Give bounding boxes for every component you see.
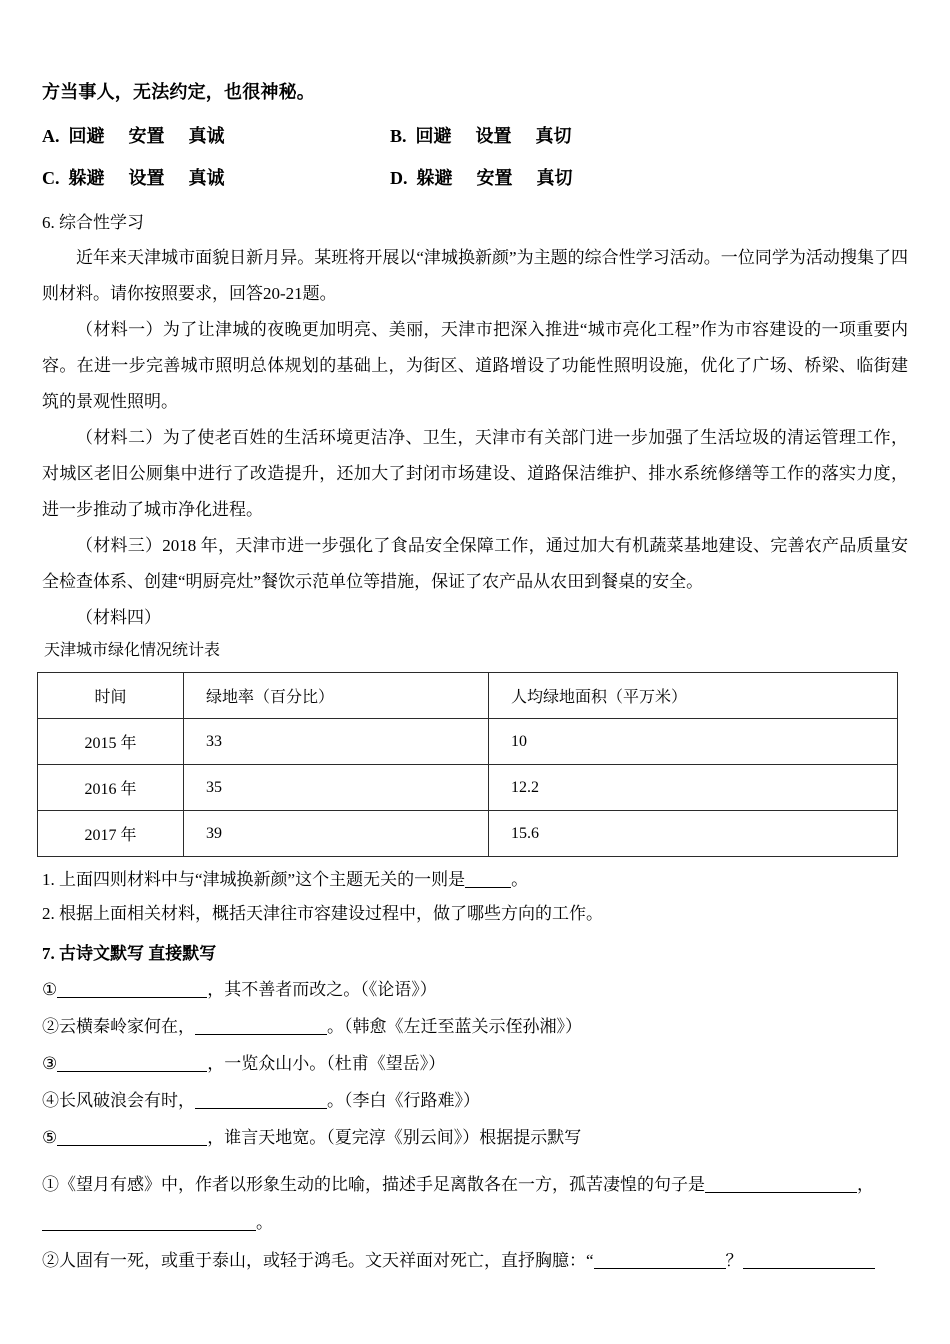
subquestion-1: [42, 863, 908, 897]
subquestion-2-text: 根据上面相关材料，概括天津往市容建设过程中，做了哪些方向的工作。: [59, 904, 603, 923]
material-3: （材料三）2018 年，天津市进一步强化了食品安全保障工作，通过加大有机蔬菜基地建设、完善农产品质量安全检查体系、创建“明厨亮灶”餐饮示范单位等措施，保证了农产品从农田到餐桌的安全。: [42, 536, 908, 591]
cell-green-rate: 39: [184, 811, 489, 857]
prompted-item-1-before: 《望月有感》中，作者以形象生动的比喻，描述手足离散各在一方，孤苦凄惶的句子是: [59, 1175, 705, 1194]
option-C-word-1: 躲避: [68, 168, 105, 188]
question5-options-row-1: [42, 122, 908, 148]
recite-item-1-text: ，其不善者而改之。（《论语》）: [207, 980, 437, 999]
recite-item-3-mark: ③: [42, 1054, 58, 1073]
subquestion-1-text-end: 。: [511, 870, 529, 889]
option-C-letter: C.: [42, 168, 60, 188]
option-D-word-1: 躲避: [416, 168, 453, 188]
answer-blank[interactable]: [160, 1230, 256, 1231]
question7-heading: [42, 937, 908, 971]
table-caption: 天津城市绿化情况统计表: [44, 642, 221, 659]
answer-blank[interactable]: [743, 1268, 875, 1269]
cell-green-rate: 35: [184, 765, 489, 811]
table-row: [38, 811, 898, 857]
recite-item-5: [42, 1119, 908, 1156]
prompted-item-1-after: 。: [256, 1213, 273, 1232]
cell-per-capita: 10: [489, 719, 898, 765]
cell-per-capita: 12.2: [489, 765, 898, 811]
option-D-word-3: 真切: [536, 168, 573, 188]
question7-number: 7.: [42, 944, 55, 963]
option-D[interactable]: [390, 164, 573, 190]
answer-blank[interactable]: [705, 1192, 857, 1193]
answer-blank[interactable]: [42, 1230, 160, 1231]
subquestion-2: [42, 897, 908, 931]
question6-number: 6.: [42, 213, 55, 232]
recite-item-5-mark: ⑤: [42, 1128, 58, 1147]
recite-item-4-before: 长风破浪会有时，: [59, 1091, 195, 1110]
table-header-time: 时间: [38, 673, 184, 719]
option-A-word-1: 回避: [68, 126, 105, 146]
cell-year: 2016 年: [38, 765, 184, 811]
prompted-item-2-mid: ？: [725, 1251, 743, 1270]
prompted-item-2: [42, 1242, 908, 1280]
option-D-word-2: 安置: [476, 168, 513, 188]
answer-blank[interactable]: [57, 1145, 207, 1146]
question6-intro: 近年来天津城市面貌日新月异。某班将开展以“津城换新颜”为主题的综合性学习活动。一位同学为活动搜集了四则材料。请你按照要求，回答20-21题。: [42, 248, 908, 303]
cell-year: 2015 年: [38, 719, 184, 765]
question6-heading: [42, 206, 908, 240]
option-C-word-3: 真诚: [188, 168, 225, 188]
material-1: （材料一）为了让津城的夜晚更加明亮、美丽，天津市把深入推进“城市亮化工程”作为市容建设的一项重要内容。在进一步完善城市照明总体规划的基础上，为街区、道路增设了功能性照明设施，优化了广场、桥梁、临街建筑的景观性照明。: [42, 320, 908, 411]
option-C-word-2: 设置: [128, 168, 165, 188]
recite-item-2-before: 云横秦岭家何在，: [59, 1017, 195, 1036]
prompted-item-1-mid: ，: [857, 1175, 874, 1194]
recite-item-2-text: 。（韩愈《左迁至蓝关示侄孙湘》）: [327, 1017, 582, 1036]
material-2: （材料二）为了使老百姓的生活环境更洁净、卫生，天津市有关部门进一步加强了生活垃圾的清运管理工作，对城区老旧公厕集中进行了改造提升，还加大了封闭市场建设、道路保洁维护、排水系统修缮等工作的落实力度，进一步推动了城市净化进程。: [42, 428, 908, 519]
option-B-letter: B.: [390, 126, 407, 146]
table-header-per-capita: 人均绿地面积（平万米）: [489, 673, 898, 719]
page-content: [42, 78, 908, 1280]
option-C[interactable]: [42, 164, 390, 190]
question5-stem-tail: 方当事人，无法约定，也很神秘。: [42, 82, 315, 102]
cell-year: 2017 年: [38, 811, 184, 857]
option-B-word-3: 真切: [535, 126, 572, 146]
table-row: [38, 765, 898, 811]
recite-item-5-text: ，谁言天地宽。（夏完淳《别云间》）根据提示默写: [207, 1128, 582, 1147]
answer-blank[interactable]: [465, 887, 511, 888]
prompted-item-2-before: 人固有一死，或重于泰山，或轻于鸿毛。文天祥面对死亡，直抒胸臆：“: [59, 1251, 594, 1270]
subquestion-1-number: 1.: [42, 870, 55, 889]
recite-item-2: [42, 1008, 908, 1045]
answer-blank[interactable]: [57, 1071, 207, 1072]
answer-blank[interactable]: [57, 997, 207, 998]
answer-blank[interactable]: [594, 1268, 726, 1269]
recite-item-4-text: 。（李白《行路难》）: [327, 1091, 480, 1110]
recite-item-3-text: ，一览众山小。（杜甫《望岳》）: [207, 1054, 446, 1073]
subquestion-2-number: 2.: [42, 904, 55, 923]
table-row: [38, 719, 898, 765]
recite-item-1: [42, 971, 908, 1008]
option-A-word-2: 安置: [128, 126, 165, 146]
prompted-item-1: [42, 1166, 908, 1242]
greening-statistics-table: [37, 672, 898, 857]
question7-title: 古诗文默写 直接默写: [59, 944, 217, 963]
recite-item-3: [42, 1045, 908, 1082]
recite-item-4: [42, 1082, 908, 1119]
answer-blank[interactable]: [195, 1034, 327, 1035]
option-B-word-2: 设置: [475, 126, 512, 146]
prompted-item-1-mark: ①: [42, 1175, 59, 1194]
option-B[interactable]: [390, 122, 572, 148]
option-A-word-3: 真诚: [188, 126, 225, 146]
question5-options-row-2: [42, 164, 908, 190]
table-header-row: [38, 673, 898, 719]
question6-title: 综合性学习: [59, 213, 144, 232]
material-4: （材料四）: [76, 608, 161, 627]
prompted-item-2-mark: ②: [42, 1251, 59, 1270]
cell-per-capita: 15.6: [489, 811, 898, 857]
option-D-letter: D.: [390, 168, 408, 188]
option-A[interactable]: [42, 122, 390, 148]
subquestion-1-text: 上面四则材料中与“津城换新颜”这个主题无关的一则是: [59, 870, 466, 889]
table-header-green-rate: 绿地率（百分比）: [184, 673, 489, 719]
answer-blank[interactable]: [195, 1108, 327, 1109]
option-A-letter: A.: [42, 126, 60, 146]
recite-item-1-mark: ①: [42, 980, 58, 999]
recite-item-4-mark: ④: [42, 1091, 59, 1110]
option-B-word-1: 回避: [415, 126, 452, 146]
recite-item-2-mark: ②: [42, 1017, 59, 1036]
cell-green-rate: 33: [184, 719, 489, 765]
